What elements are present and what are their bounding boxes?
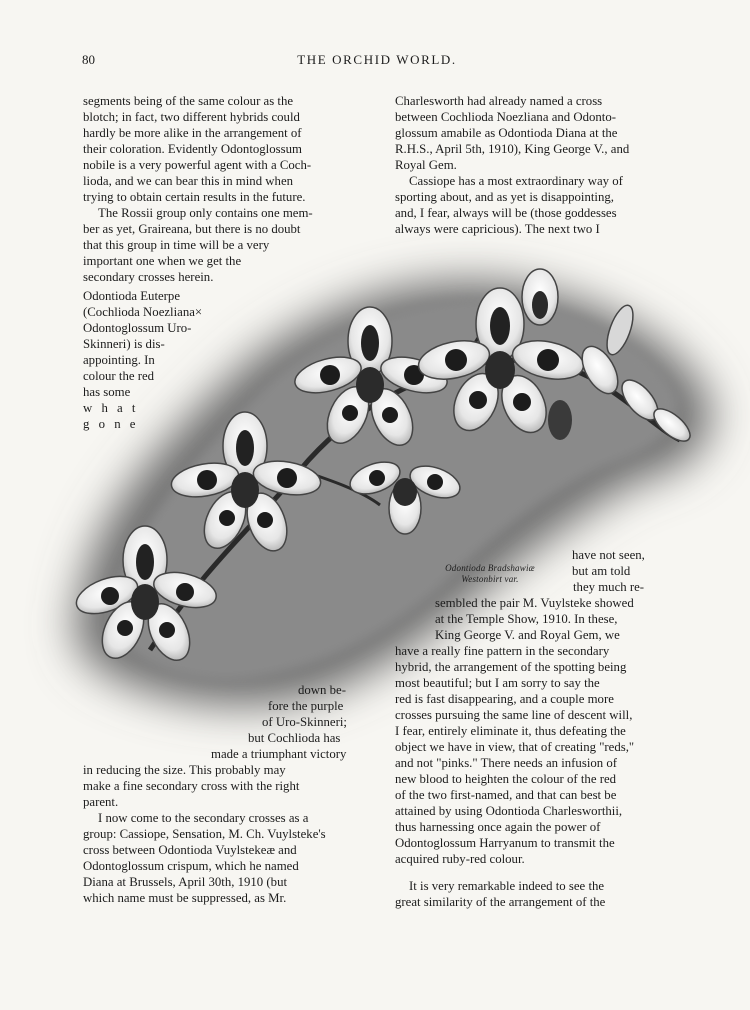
text-line: in reducing the size. This probably may	[83, 763, 286, 777]
text-line: I now come to the secondary crosses as a	[98, 811, 309, 825]
caption-line: Westonbirt var.	[461, 574, 519, 584]
text-line: w h a t	[83, 401, 139, 415]
text-line: of the two first-named, and that can best be	[395, 788, 617, 802]
text-line: glossum amabile as Odontioda Diana at the	[395, 126, 618, 140]
text-line: The Rossii group only contains one mem-	[98, 206, 313, 220]
text-line: sporting about, and as yet is disappointing,	[395, 190, 614, 204]
text-line: acquired ruby-red colour.	[395, 852, 525, 866]
text-line: their coloration. Evidently Odontoglossum	[83, 142, 302, 156]
text-line: Cassiope has a most extraordinary way of	[409, 174, 623, 188]
orchid-flower	[522, 269, 558, 325]
text-line: has some	[83, 385, 131, 399]
text-line: object we have in view, that of creating "reds,"	[395, 740, 635, 754]
text-line: sembled the pair M. Vuylsteke showed	[435, 596, 634, 610]
text-line: that this group in time will be a very	[83, 238, 270, 252]
text-line: secondary crosses herein.	[83, 270, 214, 284]
text-line: Odontoglossum crispum, which he named	[83, 859, 299, 873]
page-number: 80	[82, 52, 95, 67]
caption-line: Odontioda Bradshawiæ	[445, 563, 535, 573]
text-line: hardly be more alike in the arrangement of	[83, 126, 302, 140]
text-line: made a triumphant victory	[211, 747, 347, 761]
text-line: attained by using Odontioda Charlesworthii,	[395, 804, 623, 818]
text-line: always were capricious). The next two I	[395, 222, 600, 236]
text-line: important one when we get the	[83, 254, 242, 268]
text-line: Odontoglossum Harryanum to transmit the	[395, 836, 615, 850]
text-line: It is very remarkable indeed to see the	[409, 879, 605, 893]
text-line: parent.	[83, 795, 119, 809]
text-line: red is fast disappearing, and a couple more	[395, 692, 614, 706]
text-line: new blood to heighten the colour of the red	[395, 772, 617, 786]
text-line: King George V. and Royal Gem, we	[435, 628, 620, 642]
text-line: have not seen,	[572, 548, 645, 562]
text-line: group: Cassiope, Sensation, M. Ch. Vuylsteke's	[83, 827, 326, 841]
text-line: make a fine secondary cross with the right	[83, 779, 300, 793]
text-line: lioda, and we can bear this in mind when	[83, 174, 294, 188]
text-line: colour the red	[83, 369, 155, 383]
text-line: down be-	[298, 683, 346, 697]
text-line: appointing. In	[83, 353, 155, 367]
text-line: Odontoglossum Uro-	[83, 321, 192, 335]
text-line: at the Temple Show, 1910. In these,	[435, 612, 618, 626]
text-line: R.H.S., April 5th, 1910), King George V., and	[395, 142, 630, 156]
text-line: Diana at Brussels, April 30th, 1910 (but	[83, 875, 288, 889]
text-line: which name must be suppressed, as Mr.	[83, 891, 287, 905]
text-line: Royal Gem.	[395, 158, 457, 172]
text-line: thus harnessing once again the power of	[395, 820, 601, 834]
running-title: THE ORCHID WORLD.	[297, 52, 457, 67]
text-line: g o n e	[83, 417, 139, 431]
text-line: have a really fine pattern in the secondary	[395, 644, 610, 658]
text-line: but Cochlioda has	[248, 731, 341, 745]
figure-caption	[430, 563, 550, 585]
text-line: most beautiful; but I am sorry to say the	[395, 676, 600, 690]
text-line: great similarity of the arrangement of the	[395, 895, 606, 909]
text-line: blotch; in fact, two different hybrids could	[83, 110, 300, 124]
text-line: crosses pursuing the same line of descent will,	[395, 708, 633, 722]
text-line: but am told	[572, 564, 631, 578]
text-line: nobile is a very powerful agent with a Coch-	[83, 158, 312, 172]
text-line: (Cochlioda Noezliana×	[83, 305, 203, 319]
text-line: Odontioda Euterpe	[83, 289, 181, 303]
text-line: hybrid, the arrangement of the spotting being	[395, 660, 627, 674]
text-line: trying to obtain certain results in the future.	[83, 190, 306, 204]
text-line: fore the purple	[268, 699, 344, 713]
text-line: they much re-	[573, 580, 645, 594]
text-line: and, I fear, always will be (those goddesses	[395, 206, 617, 220]
text-line: of Uro-Skinneri;	[262, 715, 347, 729]
text-line: between Cochlioda Noezliana and Odonto-	[395, 110, 617, 124]
text-line: Charlesworth had already named a cross	[395, 94, 603, 108]
text-line: cross between Odontioda Vuylstekeæ and	[83, 843, 297, 857]
text-line: Skinneri) is dis-	[83, 337, 165, 351]
text-line: and not "pinks." There needs an infusion of	[395, 756, 618, 770]
text-line: segments being of the same colour as the	[83, 94, 294, 108]
text-line: I fear, entirely eliminate it, thus defeating the	[395, 724, 626, 738]
text-line: ber as yet, Graireana, but there is no doubt	[83, 222, 301, 236]
